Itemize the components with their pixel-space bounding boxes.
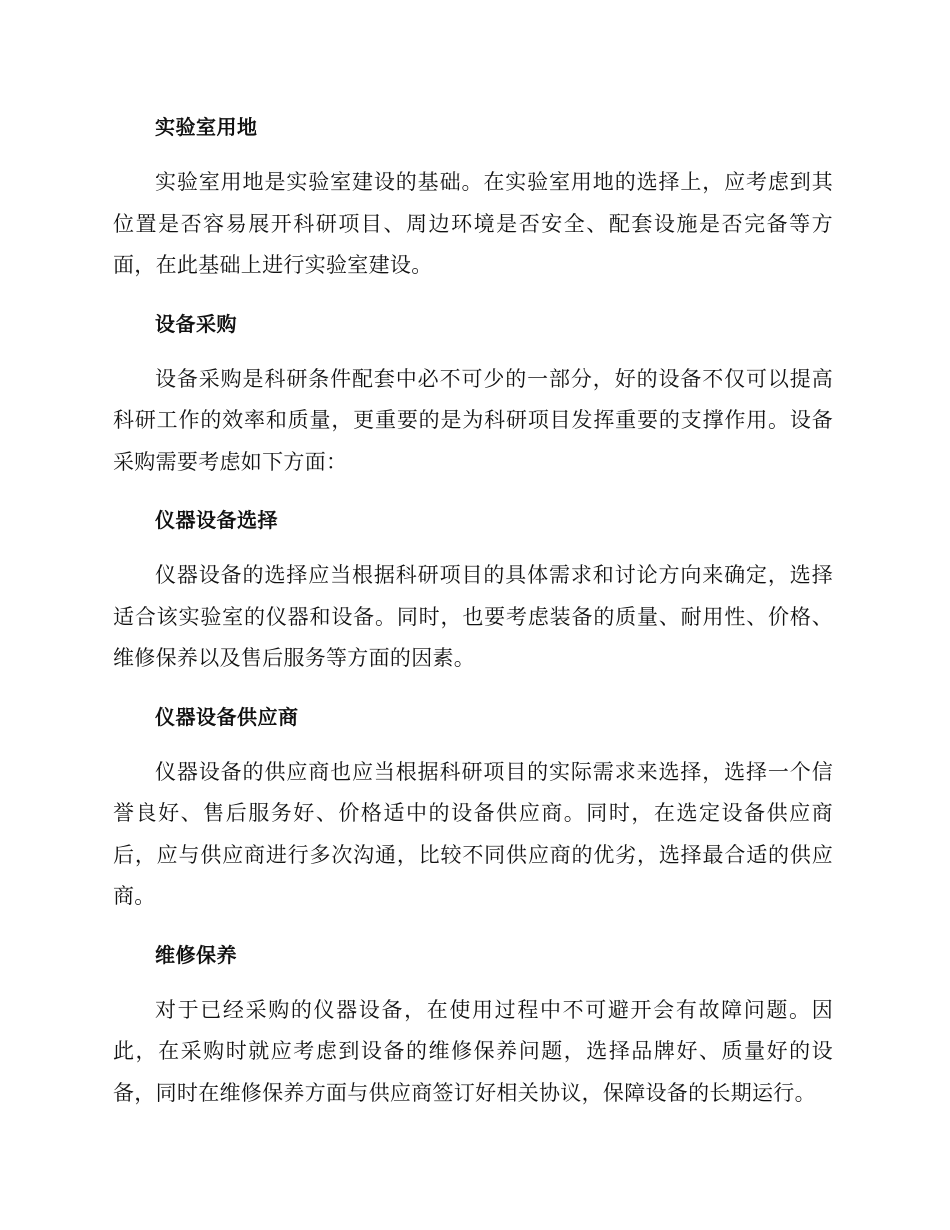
section-heading-maintenance: 维修保养	[155, 942, 237, 967]
document-body	[113, 108, 833, 1132]
section-heading-instrument-selection: 仪器设备选择	[155, 508, 278, 532]
section-heading-lab-site: 实验室用地	[155, 115, 258, 139]
section-paragraph-maintenance: 对于已经采购的仪器设备，在使用过程中不可避开会有故障问题。因此，在采购时就应考虑到设备的维修保养问题，选择品牌好、质量好的设备，同时在维修保养方面与供应商签订好相关协议，保障设备的长期运行。	[113, 997, 833, 1105]
section-paragraph-instrument-supplier: 仪器设备的供应商也应当根据科研项目的实际需求来选择，选择一个信誉良好、售后服务好、价格适中的设备供应商。同时，在选定设备供应商后，应与供应商进行多次沟通，比较不同供应商的优劣，选择最合适的供应商。	[113, 759, 833, 908]
section-heading-equipment-procurement: 设备采购	[155, 311, 237, 336]
section-paragraph-instrument-selection: 仪器设备的选择应当根据科研项目的具体需求和讨论方向来确定，选择适合该实验室的仪器和设备。同时，也要考虑装备的质量、耐用性、价格、维修保养以及售后服务等方面的因素。	[113, 563, 833, 670]
section-paragraph-lab-site: 实验室用地是实验室建设的基础。在实验室用地的选择上，应考虑到其位置是否容易展开科研项目、周边环境是否安全、配套设施是否完备等方面，在此基础上进行实验室建设。	[113, 170, 833, 277]
section-heading-instrument-supplier: 仪器设备供应商	[155, 704, 299, 729]
section-paragraph-equipment-procurement: 设备采购是科研条件配套中必不可少的一部分，好的设备不仅可以提高科研工作的效率和质量，更重要的是为科研项目发挥重要的支撑作用。设备采购需要考虑如下方面：	[113, 366, 833, 474]
